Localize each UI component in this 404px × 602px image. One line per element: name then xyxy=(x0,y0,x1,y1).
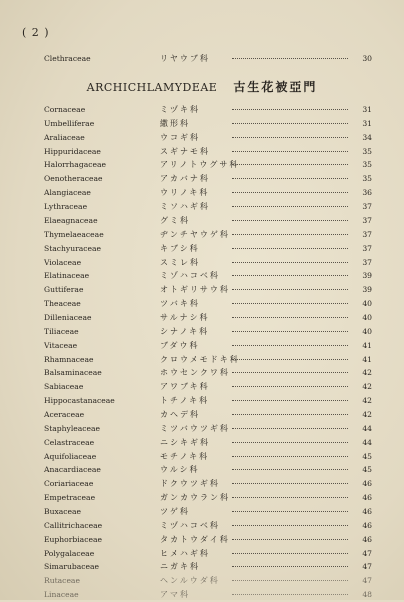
latin-name: Coriariaceae xyxy=(44,479,94,489)
latin-name: Halorrhagaceae xyxy=(44,160,106,170)
japanese-name: グミ科 xyxy=(160,215,190,225)
index-entry xyxy=(44,186,372,200)
japanese-name: アマ科 xyxy=(160,590,190,600)
japanese-name: リヤウブ科 xyxy=(160,54,210,63)
leader-dots xyxy=(232,483,348,484)
latin-name: Tiliaceae xyxy=(44,326,79,336)
latin-name: Simarubaceae xyxy=(44,562,100,572)
leader-dots xyxy=(232,137,348,138)
japanese-name: ニガキ科 xyxy=(160,562,200,572)
page-number: ( 2 ) xyxy=(22,26,50,39)
leader-dots xyxy=(232,400,348,401)
latin-name: Stachyuraceae xyxy=(44,243,102,253)
index-entry xyxy=(44,256,372,270)
index-entry xyxy=(44,158,372,172)
japanese-name: ヘンルウダ科 xyxy=(160,576,220,586)
latin-name: Oenotheraceae xyxy=(44,174,103,184)
japanese-name: ミソハギ科 xyxy=(160,202,210,211)
latin-name: Clethraceae xyxy=(44,54,91,63)
japanese-name: ドクウツギ科 xyxy=(160,479,220,489)
index-entry xyxy=(44,422,372,436)
leader-dots xyxy=(232,164,348,165)
leader-dots xyxy=(232,428,348,429)
section-latin: ARCHICHLAMYDEAE xyxy=(86,81,218,94)
latin-name: Vitaceae xyxy=(44,340,78,350)
japanese-name: ミツバウツギ科 xyxy=(160,423,230,433)
index-entry-clethraceae xyxy=(44,52,372,66)
page-ref: 37 xyxy=(362,257,372,267)
index-entry xyxy=(44,505,372,519)
index-entry xyxy=(44,491,372,505)
leader-dots xyxy=(232,539,348,540)
index-entry xyxy=(44,103,372,117)
page-ref: 40 xyxy=(362,326,372,336)
japanese-name: サルナシ科 xyxy=(160,312,210,322)
japanese-name: カヘデ科 xyxy=(160,409,200,419)
index-entry xyxy=(44,394,372,408)
page-ref: 44 xyxy=(362,423,372,433)
page-ref: 37 xyxy=(362,215,372,225)
index-entry xyxy=(44,380,372,394)
leader-dots xyxy=(232,192,348,193)
japanese-name: スギナモ科 xyxy=(160,146,210,156)
index-entry xyxy=(44,533,372,547)
leader-dots xyxy=(232,206,348,207)
latin-name: Celastraceae xyxy=(44,437,95,447)
latin-name: Hippocastanaceae xyxy=(44,396,115,406)
leader-dots xyxy=(232,456,348,457)
page-ref: 39 xyxy=(362,271,372,281)
index-entry xyxy=(44,436,372,450)
latin-name: Dilleniaceae xyxy=(44,312,92,322)
japanese-name: ミゾハコベ科 xyxy=(160,271,220,281)
japanese-name: シナノキ科 xyxy=(160,326,210,336)
page-ref: 41 xyxy=(362,354,372,364)
page-ref: 37 xyxy=(362,202,372,211)
leader-dots xyxy=(232,123,348,124)
leader-dots xyxy=(232,317,348,318)
index-entry xyxy=(44,214,372,228)
japanese-name: ウルシ科 xyxy=(160,465,200,475)
page-ref: 42 xyxy=(362,409,372,419)
latin-name: Araliaceae xyxy=(44,132,85,142)
leader-dots xyxy=(232,553,348,554)
leader-dots xyxy=(232,275,348,276)
japanese-name: ツバキ科 xyxy=(160,299,200,308)
latin-name: Hippuridaceae xyxy=(44,146,101,156)
index-entry xyxy=(44,172,372,186)
page-ref: 34 xyxy=(362,132,372,142)
index-entry xyxy=(44,200,372,214)
japanese-name: キブシ科 xyxy=(160,243,200,253)
latin-name: Balsaminaceae xyxy=(44,368,102,378)
latin-name: Sabiaceae xyxy=(44,382,84,392)
latin-name: Callitrichaceae xyxy=(44,520,103,530)
leader-dots xyxy=(232,151,348,152)
japanese-name: アリノトウグサ科 xyxy=(160,160,240,170)
leader-dots xyxy=(232,58,348,59)
index-entry xyxy=(44,560,372,574)
latin-name: Guttiferae xyxy=(44,285,84,295)
latin-name: Empetraceae xyxy=(44,493,96,503)
leader-dots xyxy=(232,372,348,373)
leader-dots xyxy=(232,469,348,470)
latin-name: Euphorbiaceae xyxy=(44,534,102,544)
page-ref: 37 xyxy=(362,229,372,239)
japanese-name: ミヅキ科 xyxy=(160,105,200,114)
japanese-name: ツゲ科 xyxy=(160,506,190,516)
leader-dots xyxy=(232,414,348,415)
page-ref: 42 xyxy=(362,368,372,378)
page-ref: 46 xyxy=(362,506,372,516)
index-entry xyxy=(44,574,372,588)
japanese-name: オトギリサウ科 xyxy=(160,285,230,295)
index-entry xyxy=(44,242,372,256)
latin-name: Umbelliferae xyxy=(44,118,95,128)
japanese-name: ウリノキ科 xyxy=(160,188,210,198)
latin-name: Aquifoliaceae xyxy=(44,451,97,461)
page-ref: 42 xyxy=(362,382,372,392)
page-ref: 46 xyxy=(362,520,372,530)
latin-name: Cornaceae xyxy=(44,105,86,114)
japanese-name: スミレ科 xyxy=(160,257,200,267)
latin-name: Elaeagnaceae xyxy=(44,215,98,225)
page-ref: 37 xyxy=(362,243,372,253)
page-ref: 45 xyxy=(362,451,372,461)
latin-name: Anacardiaceae xyxy=(44,465,101,475)
japanese-name: 繖形科 xyxy=(160,118,190,128)
latin-name: Rutaceae xyxy=(44,576,80,586)
leader-dots xyxy=(232,331,348,332)
page-ref: 40 xyxy=(362,299,372,308)
japanese-name: ガンカウラン科 xyxy=(160,493,230,503)
index-entry xyxy=(44,353,372,367)
index-entry xyxy=(44,269,372,283)
page-ref: 35 xyxy=(362,160,372,170)
latin-name: Alangiaceae xyxy=(44,188,91,198)
page-ref: 36 xyxy=(362,188,372,198)
leader-dots xyxy=(232,178,348,179)
leader-dots xyxy=(232,359,348,360)
japanese-name: ブダウ科 xyxy=(160,340,200,350)
index-entry xyxy=(44,131,372,145)
japanese-name: タカトウダイ科 xyxy=(160,534,230,544)
japanese-name: アカバナ科 xyxy=(160,174,210,184)
leader-dots xyxy=(232,289,348,290)
index-entry xyxy=(44,366,372,380)
leader-dots xyxy=(232,234,348,235)
leader-dots xyxy=(232,248,348,249)
page-ref: 47 xyxy=(362,548,372,558)
leader-dots xyxy=(232,511,348,512)
index-entry xyxy=(44,117,372,131)
section-japanese: 古生花被亞門 xyxy=(233,80,318,94)
page-ref: 45 xyxy=(362,465,372,475)
index-entry xyxy=(44,283,372,297)
page-ref: 41 xyxy=(362,340,372,350)
japanese-name: アワブキ科 xyxy=(160,382,210,392)
leader-dots xyxy=(232,442,348,443)
latin-name: Violaceae xyxy=(44,257,82,267)
latin-name: Elatinaceae xyxy=(44,271,90,281)
latin-name: Polygalaceae xyxy=(44,548,95,558)
index-entry xyxy=(44,519,372,533)
latin-name: Theaceae xyxy=(44,299,81,308)
index-entry xyxy=(44,408,372,422)
leader-dots xyxy=(232,109,348,110)
japanese-name: モチノキ科 xyxy=(160,451,210,461)
latin-name: Thymelaeaceae xyxy=(44,229,104,239)
index-entry xyxy=(44,477,372,491)
japanese-name: ウコギ科 xyxy=(160,132,200,142)
page-ref: 46 xyxy=(362,534,372,544)
index-entry xyxy=(44,311,372,325)
index-entry xyxy=(44,145,372,159)
leader-dots xyxy=(232,525,348,526)
leader-dots xyxy=(232,220,348,221)
page-ref: 46 xyxy=(362,493,372,503)
page-ref: 35 xyxy=(362,174,372,184)
japanese-name: クロウメモドキ科 xyxy=(160,354,240,364)
index-entry xyxy=(44,297,372,311)
japanese-name: ヒメハギ科 xyxy=(160,548,210,558)
leader-dots xyxy=(232,497,348,498)
index-entry xyxy=(44,547,372,561)
page-ref: 47 xyxy=(362,576,372,586)
page-ref: 31 xyxy=(362,105,372,114)
japanese-name: ミヅハコベ科 xyxy=(160,520,220,530)
index-entry xyxy=(44,325,372,339)
japanese-name: トチノキ科 xyxy=(160,396,210,406)
page-ref: 40 xyxy=(362,312,372,322)
japanese-name: ホウセンクワ科 xyxy=(160,368,230,378)
leader-dots xyxy=(232,594,348,595)
latin-name: Aceraceae xyxy=(44,409,85,419)
leader-dots xyxy=(232,580,348,581)
japanese-name: ヂンチヤウゲ科 xyxy=(160,229,230,239)
section-heading xyxy=(0,78,404,98)
latin-name: Rhamnaceae xyxy=(44,354,94,364)
page-ref: 35 xyxy=(362,146,372,156)
page-ref: 30 xyxy=(362,54,372,63)
leader-dots xyxy=(232,566,348,567)
latin-name: Staphyleaceae xyxy=(44,423,101,433)
latin-name: Linaceae xyxy=(44,590,79,600)
latin-name: Buxaceae xyxy=(44,506,82,516)
page-ref: 39 xyxy=(362,285,372,295)
index-entry xyxy=(44,339,372,353)
page-ref: 48 xyxy=(362,590,372,600)
leader-dots xyxy=(232,386,348,387)
index-entry xyxy=(44,463,372,477)
index-entry xyxy=(44,450,372,464)
japanese-name: ニシキギ科 xyxy=(160,437,210,447)
page-ref: 47 xyxy=(362,562,372,572)
leader-dots xyxy=(232,345,348,346)
leader-dots xyxy=(232,303,348,304)
page-ref: 44 xyxy=(362,437,372,447)
leader-dots xyxy=(232,262,348,263)
page-ref: 31 xyxy=(362,118,372,128)
page-ref: 46 xyxy=(362,479,372,489)
page-ref: 42 xyxy=(362,396,372,406)
index-entry xyxy=(44,228,372,242)
latin-name: Lythraceae xyxy=(44,202,88,211)
